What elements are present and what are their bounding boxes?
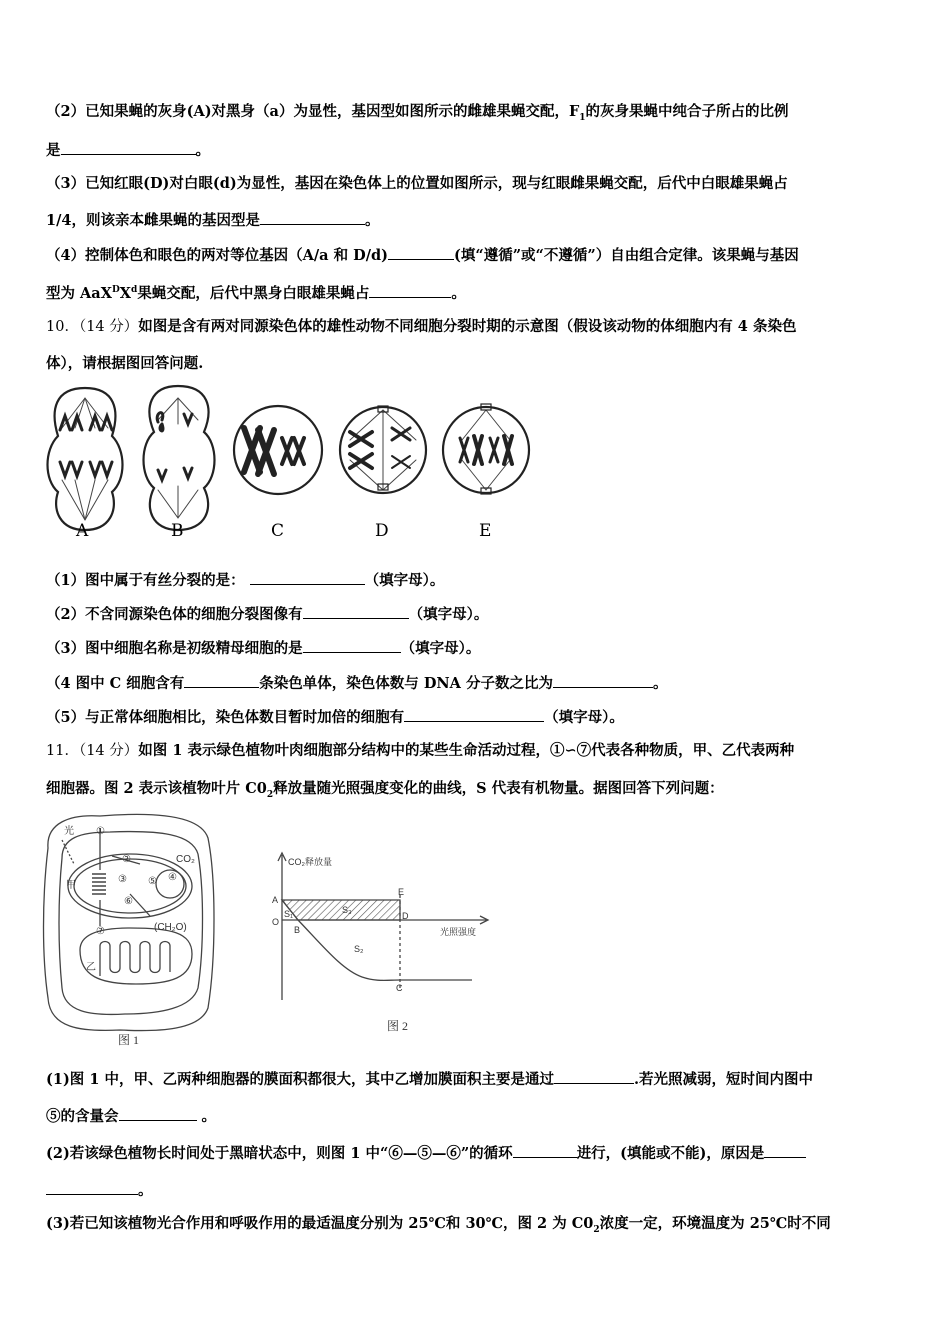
q9-part2-line2: 是 。 [46,142,210,159]
fig1-num-1: ① [96,826,105,837]
fig1-label-jia: 甲 [66,880,76,891]
q9-part2-line1: （2）已知果蝇的灰身(A)对黑身（a）为显性，基因型如图所示的雌雄果蝇交配，$F_1$的灰身果蝇中纯合子所占的比例 [46,103,789,123]
fig2-area-s1: S₁ [284,909,294,919]
q11-sub3-line1: (3)若已知该植物光合作用和呼吸作用的最适温度分别为 25℃和 30℃，图 2 为 $C0_2$浓度一定，环境温度为 25℃时不同 [46,1215,831,1235]
q11-header-line2: 细胞器。图 2 表示该植物叶片 $C0_2$释放量随光照强度变化的曲线，S 代表有机物量。据图回答下列问题： [46,780,724,800]
fig1-label-light: 光 [64,826,74,837]
fig1-label-yi: 乙 [86,962,96,973]
q10-header-line2: 体），请根据图回答问题. [46,355,204,372]
answer-blank[interactable] [553,673,653,688]
fig2-point-E: E [398,887,405,897]
fig2-xlabel: 光照强度 [440,927,477,937]
cell-A [48,388,123,530]
q11-sub1-line2: ⑤的含量会 。 [46,1108,217,1125]
q10-sub4: （4 图中 C 细胞含有 条染色单体，染色体数与 DNA 分子数之比为 。 [46,675,668,692]
q9-part3-line2: 1/4，则该亲本雌果蝇的基因型是 。 [46,212,380,229]
fig2-ylabel: CO₂释放量 [288,857,332,867]
q11-sub1-line1: (1)图 1 中，甲、乙两种细胞器的膜面积都很大，其中乙增加膜面积主要是通过 .若光照减弱，短时间内图中 [46,1071,814,1088]
fig1-num-2: ② [122,854,131,865]
q10-sub2: （2）不含同源染色体的细胞分裂图像有 （填字母）。 [46,606,489,623]
figure-1-cell-diagram [40,808,220,1048]
answer-blank[interactable] [250,570,365,585]
answer-blank[interactable] [404,707,544,722]
cell-label-C: C [271,521,285,541]
cell-E [443,404,529,494]
answer-blank[interactable] [184,673,259,688]
fig2-point-C: C [396,983,403,993]
q10-sub1: （1）图中属于有丝分裂的是： （填字母）。 [46,572,445,589]
fig1-num-4: ④ [168,872,177,883]
cell-label-B: B [171,521,184,541]
fig2-caption: 图 2 [387,1019,409,1033]
answer-blank[interactable] [513,1143,577,1158]
fig2-area-s2: S₂ [354,944,364,954]
fig1-label-co2: CO₂ [176,854,195,865]
answer-blank[interactable] [46,1180,138,1195]
fig2-area-s3: S₃ [342,905,352,915]
q10-sub3: （3）图中细胞名称是初级精母细胞的是 （填字母）。 [46,640,481,657]
fig1-num-7: ⑦ [96,926,105,937]
cell-C [234,406,322,494]
q10-sub5: （5）与正常体细胞相比，染色体数目暂时加倍的细胞有 （填字母）。 [46,709,624,726]
fig2-point-D: D [402,911,409,921]
answer-blank[interactable] [61,140,196,155]
cell-division-figure [40,380,540,550]
fig2-point-A: A [272,895,279,905]
cell-B [144,386,215,530]
q11-sub2-line2: 。 [46,1180,906,1201]
answer-blank[interactable] [764,1143,806,1158]
q9-part3-line1: （3）已知红眼(D)对白眼(d)为显性，基因在染色体上的位置如图所示，现与红眼雌果蝇交配，后代中白眼雄果蝇占 [46,175,788,192]
fig2-point-B: B [294,925,301,935]
q11-sub2-line1: (2)若该绿色植物长时间处于黑暗状态中，则图 1 中“⑥—⑤—⑥”的循环 进行，(填能或不能)，原因是 [46,1143,906,1164]
fig1-caption: 图 1 [118,1033,140,1047]
fig1-num-6: ⑥ [124,896,133,907]
fig2-point-O: O [272,917,280,927]
fig1-num-5: ⑤ [148,876,157,887]
q9-part4-line2: 型为 $AaX^DX^d$果蝇交配，后代中黑身白眼雄果蝇占 。 [46,285,466,302]
cell-label-A: A [76,521,89,541]
answer-blank[interactable] [303,638,401,653]
q11-header-line1: 11．（14 分）如图 1 表示绿色植物叶肉细胞部分结构中的某些生命活动过程，①∽⑦代表各种物质，甲、乙代表两种 [46,742,795,759]
cell-label-E: E [479,521,492,541]
figure-2-graph [262,845,502,1040]
answer-blank[interactable] [260,210,365,225]
answer-blank[interactable] [303,604,409,619]
answer-blank[interactable] [554,1069,634,1084]
answer-blank[interactable] [369,283,451,298]
answer-blank[interactable] [388,245,454,260]
q9-part4-line1: （4）控制体色和眼色的两对等位基因（A/a 和 D/d) (填“遵循”或“不遵循”）自由组合定律。该果蝇与基因 [46,247,799,264]
cell-label-D: D [375,521,389,541]
cell-D [340,406,426,493]
fig1-num-3: ③ [118,874,127,885]
answer-blank[interactable] [119,1106,197,1121]
q10-header-line1: 10．（14 分）如图是含有两对同源染色体的雄性动物不同细胞分裂时期的示意图（假设该动物的体细胞内有 4 条染色 [46,318,797,335]
fig1-label-ch2o: (CH₂O) [154,922,187,933]
